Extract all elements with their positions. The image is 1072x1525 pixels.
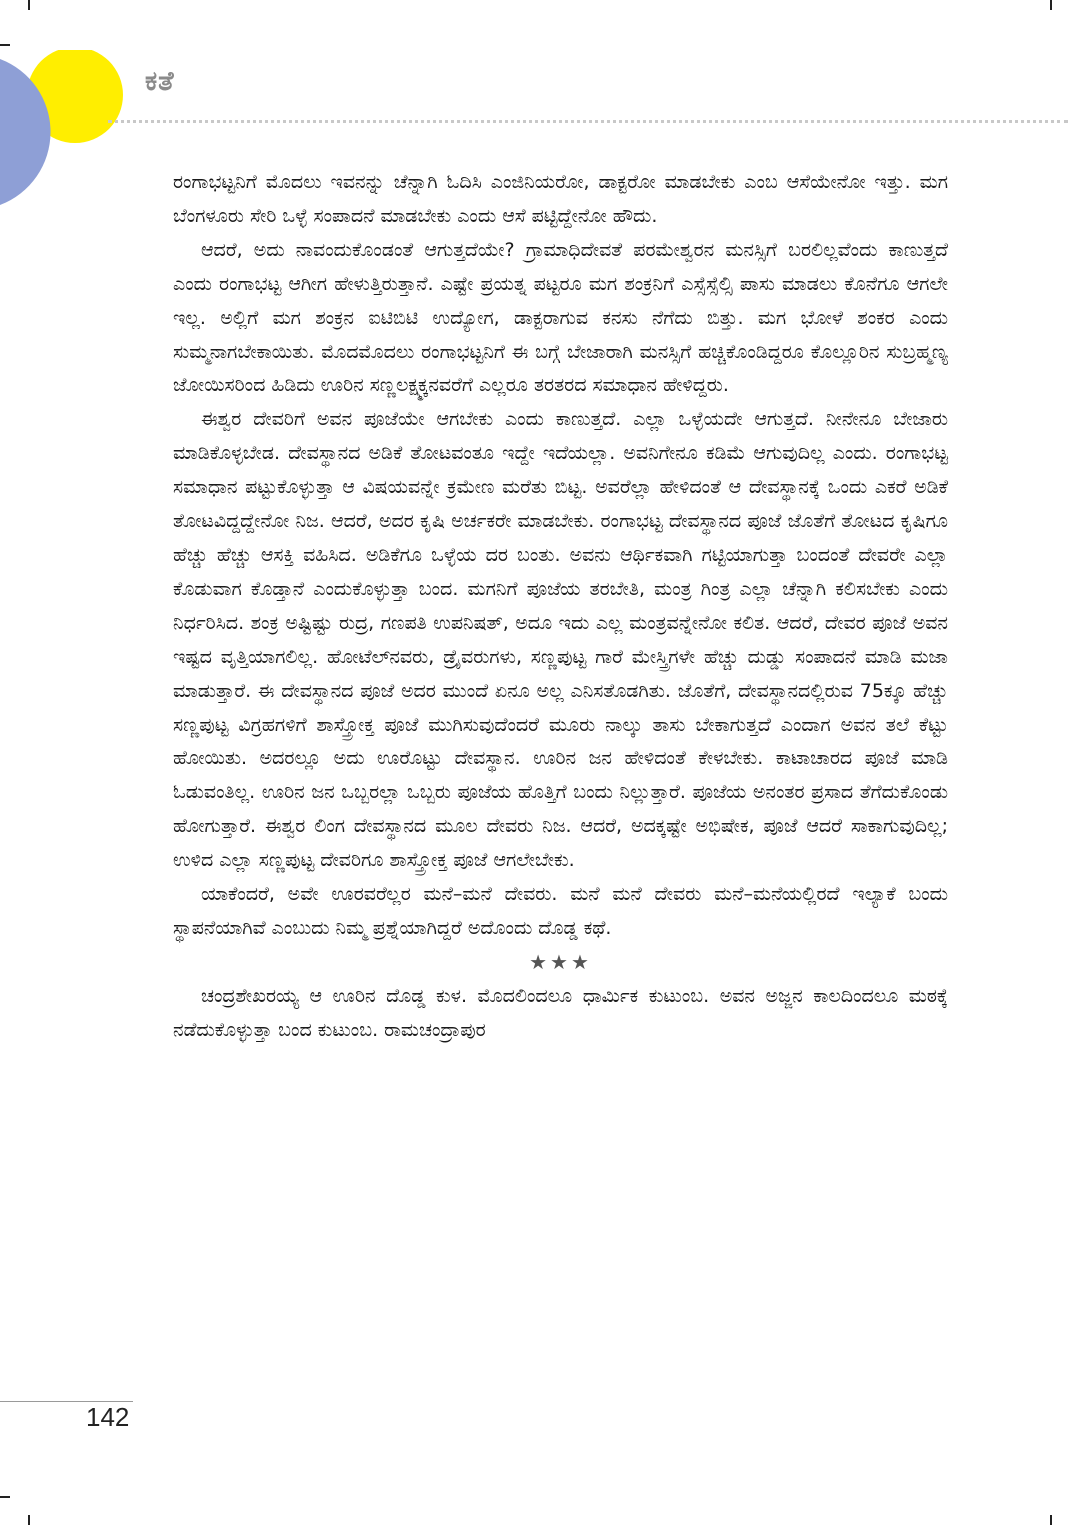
crop-mark-bottom-right: [1050, 1515, 1052, 1525]
paragraph-4: ಯಾಕೆಂದರೆ, ಅವೇ ಊರವರೆಲ್ಲರ ಮನೆ–ಮನೆ ದೇವರು. ಮನೆ ಮನೆ ದೇವರು ಮನೆ–ಮನೆಯಲ್ಲಿರದೆ ಇಲ್ಯಾಕೆ ಬಂದು ಸ್ಥಾಪನೆಯಾಗಿವೆ ಎಂಬುದು ನಿಮ್ಮ ಪ್ರಶ್ನೆಯಾಗಿದ್ದರೆ ಅದೊಂದು ದೊಡ್ಡ ಕಥೆ.: [173, 883, 948, 939]
section-title: ಕತೆ: [145, 66, 175, 97]
story-body: [173, 166, 948, 1048]
crop-mark-left-top: [0, 44, 10, 46]
section-break-stars: ★★★: [529, 949, 592, 974]
decorative-circles: [0, 50, 130, 210]
crop-mark-top-right: [1050, 0, 1052, 10]
page-number: 142: [86, 1402, 130, 1432]
paragraph-3: ಈಶ್ವರ ದೇವರಿಗೆ ಅವನ ಪೂಜೆಯೇ ಆಗಬೇಕು ಎಂದು ಕಾಣುತ್ತದೆ. ಎಲ್ಲಾ ಒಳ್ಳೆಯದೇ ಆಗುತ್ತದೆ. ನೀನೇನೂ ಬೇಜಾರು ಮಾಡಿಕೊಳ್ಳಬೇಡ. ದೇವಸ್ಥಾನದ ಅಡಿಕೆ ತೋಟವಂತೂ ಇದ್ದೇ ಇದೆಯಲ್ಲಾ. ಅವನಿಗೇನೂ ಕಡಿಮೆ ಆಗುವುದಿಲ್ಲ ಎಂದು. ರಂಗಾಭಟ್ಟ ಸಮಾಧಾನ ಪಟ್ಟುಕೊಳ್ಳುತ್ತಾ ಆ ವಿಷಯವನ್ನೇ ಕ್ರಮೇಣ ಮರೆತು ಬಿಟ್ಟ. ಅವರೆಲ್ಲಾ ಹೇಳಿದಂತೆ ಆ ದೇವಸ್ಥಾನಕ್ಕೆ ಒಂದು ಎಕರೆ ಅಡಿಕೆ ತೋಟವಿದ್ದದ್ದೇನೋ ನಿಜ. ಆದರೆ, ಅದರ ಕೃಷಿ ಅರ್ಚಕರೇ ಮಾಡಬೇಕು. ರಂಗಾಭಟ್ಟ ದೇವಸ್ಥಾನದ ಪೂಜೆ ಜೊತೆಗೆ ತೋಟದ ಕೃಷಿಗೂ ಹೆಚ್ಚು ಹೆಚ್ಚು ಆಸಕ್ತಿ ವಹಿಸಿದ. ಅಡಿಕೆಗೂ ಒಳ್ಳೆಯ ದರ ಬಂತು. ಅವನು ಆರ್ಥಿಕವಾಗಿ ಗಟ್ಟಿಯಾಗುತ್ತಾ ಬಂದಂತೆ ದೇವರೇ ಎಲ್ಲಾ ಕೊಡುವಾಗ ಕೊಡ್ತಾನೆ ಎಂದುಕೊಳ್ಳುತ್ತಾ ಬಂದ. ಮಗನಿಗೆ ಪೂಜೆಯ ತರಬೇತಿ, ಮಂತ್ರ ಗಿಂತ್ರ ಎಲ್ಲಾ ಚೆನ್ನಾಗಿ ಕಲಿಸಬೇಕು ಎಂದು ನಿರ್ಧರಿಸಿದ. ಶಂಕ್ರ ಅಷ್ಟಿಷ್ಟು ರುದ್ರ, ಗಣಪತಿ ಉಪನಿಷತ್, ಅದೂ ಇದು ಎಲ್ಲ ಮಂತ್ರವನ್ನೇನೋ ಕಲಿತ. ಆದರೆ, ದೇವರ ಪೂಜೆ ಅವನ ಇಷ್ಟದ ವೃತ್ತಿಯಾಗಲಿಲ್ಲ. ಹೋಟೆಲ್‍ನವರು, ಡ್ರೈವರುಗಳು, ಸಣ್ಣಪುಟ್ಟ ಗಾರೆ ಮೇಸ್ತ್ರಿಗಳೇ ಹೆಚ್ಚು ದುಡ್ಡು ಸಂಪಾದನೆ ಮಾಡಿ ಮಜಾ ಮಾಡುತ್ತಾರೆ. ಈ ದೇವಸ್ಥಾನದ ಪೂಜೆ ಅದರ ಮುಂದೆ ಏನೂ ಅಲ್ಲ ಎನಿಸತೊಡಗಿತು. ಜೊತೆಗೆ, ದೇವಸ್ಥಾನದಲ್ಲಿರುವ 75ಕ್ಕೂ ಹೆಚ್ಚು ಸಣ್ಣಪುಟ್ಟ ವಿಗ್ರಹಗಳಿಗೆ ಶಾಸ್ತ್ರೋಕ್ತ ಪೂಜೆ ಮುಗಿಸುವುದೆಂದರೆ ಮೂರು ನಾಲ್ಕು ತಾಸು ಬೇಕಾಗುತ್ತದೆ ಎಂದಾಗ ಅವನ ತಲೆ ಕೆಟ್ಟು ಹೋಯಿತು. ಅದರಲ್ಲೂ ಅದು ಊರೊಟ್ಟು ದೇವಸ್ಥಾನ. ಊರಿನ ಜನ ಹೇಳಿದಂತೆ ಕೇಳಬೇಕು. ಕಾಟಾಚಾರದ ಪೂಜೆ ಮಾಡಿ ಓಡುವಂತಿಲ್ಲ. ಊರಿನ ಜನ ಒಬ್ಬರಲ್ಲಾ ಒಬ್ಬರು ಪೂಜೆಯ ಹೊತ್ತಿಗೆ ಬಂದು ನಿಲ್ಲುತ್ತಾರೆ. ಪೂಜೆಯ ಅನಂತರ ಪ್ರಸಾದ ತೆಗೆದುಕೊಂಡು ಹೋಗುತ್ತಾರೆ. ಈಶ್ವರ ಲಿಂಗ ದೇವಸ್ಥಾನದ ಮೂಲ ದೇವರು ನಿಜ. ಆದರೆ, ಅದಕ್ಕಷ್ಟೇ ಅಭಿಷೇಕ, ಪೂಜೆ ಆದರೆ ಸಾಕಾಗುವುದಿಲ್ಲ; ಉಳಿದ ಎಲ್ಲಾ ಸಣ್ಣಪುಟ್ಟ ದೇವರಿಗೂ ಶಾಸ್ತ್ರೋಕ್ತ ಪೂಜೆ ಆಗಲೇಬೇಕು.: [173, 408, 948, 872]
crop-mark-bottom-left: [28, 1515, 30, 1525]
crop-mark-top-left: [28, 0, 30, 10]
paragraph-2: ಆದರೆ, ಅದು ನಾವಂದುಕೊಂಡಂತೆ ಆಗುತ್ತದೆಯೇ? ಗ್ರಾಮಾಧಿದೇವತೆ ಪರಮೇಶ್ವರನ ಮನಸ್ಸಿಗೆ ಬರಲಿಲ್ಲವೆಂದು ಕಾಣುತ್ತದೆ ಎಂದು ರಂಗಾಭಟ್ಟ ಆಗೀಗ ಹೇಳುತ್ತಿರುತ್ತಾನೆ. ಎಷ್ಟೇ ಪ್ರಯತ್ನ ಪಟ್ಟರೂ ಮಗ ಶಂಕ್ರನಿಗೆ ಎಸ್ಸೆಸ್ಸೆಲ್ಸಿ ಪಾಸು ಮಾಡಲು ಕೊನೆಗೂ ಆಗಲೇ ಇಲ್ಲ. ಅಲ್ಲಿಗೆ ಮಗ ಶಂಕ್ರನ ಐಟಿಬಿಟಿ ಉದ್ಯೋಗ, ಡಾಕ್ಟರಾಗುವ ಕನಸು ನೆಗೆದು ಬಿತ್ತು. ಮಗ ಭೋಳೆ ಶಂಕರ ಎಂದು ಸುಮ್ಮನಾಗಬೇಕಾಯಿತು. ಮೊದಮೊದಲು ರಂಗಾಭಟ್ಟನಿಗೆ ಈ ಬಗ್ಗೆ ಬೇಜಾರಾಗಿ ಮನಸ್ಸಿಗೆ ಹಚ್ಚಿಕೊಂಡಿದ್ದರೂ ಕೊಲ್ಲೂರಿನ ಸುಬ್ರಹ್ಮಣ್ಯ ಜೋಯಿಸರಿಂದ ಹಿಡಿದು ಊರಿನ ಸಣ್ಣಲಕ್ಷ್ಮಕ್ಕನವರೆಗೆ ಎಲ್ಲರೂ ತರತರದ ಸಮಾಧಾನ ಹೇಳಿದ್ದರು.: [173, 238, 948, 397]
paragraph-5: ಚಂದ್ರಶೇಖರಯ್ಯ ಆ ಊರಿನ ದೊಡ್ಡ ಕುಳ. ಮೊದಲಿಂದಲೂ ಧಾರ್ಮಿಕ ಕುಟುಂಬ. ಅವನ ಅಜ್ಜನ ಕಾಲದಿಂದಲೂ ಮಠಕ್ಕೆ ನಡೆದುಕೊಳ್ಳುತ್ತಾ ಬಂದ ಕುಟುಂಬ. ರಾಮಚಂದ್ರಾಪುರ: [173, 984, 948, 1041]
crop-mark-left-bottom: [0, 1496, 10, 1498]
header-dotted-rule: [108, 120, 1068, 123]
paragraph-1: ರಂಗಾಭಟ್ಟನಿಗೆ ಮೊದಲು ಇವನನ್ನು ಚೆನ್ನಾಗಿ ಓದಿಸಿ ಎಂಜಿನಿಯರೋ, ಡಾಕ್ಟರೋ ಮಾಡಬೇಕು ಎಂಬ ಆಸೆಯೇನೋ ಇತ್ತು. ಮಗ ಬೆಂಗಳೂರು ಸೇರಿ ಒಳ್ಳೆ ಸಂಪಾದನೆ ಮಾಡಬೇಕು ಎಂದು ಆಸೆ ಪಟ್ಟಿದ್ದೇನೋ ಹೌದು.: [173, 171, 948, 227]
